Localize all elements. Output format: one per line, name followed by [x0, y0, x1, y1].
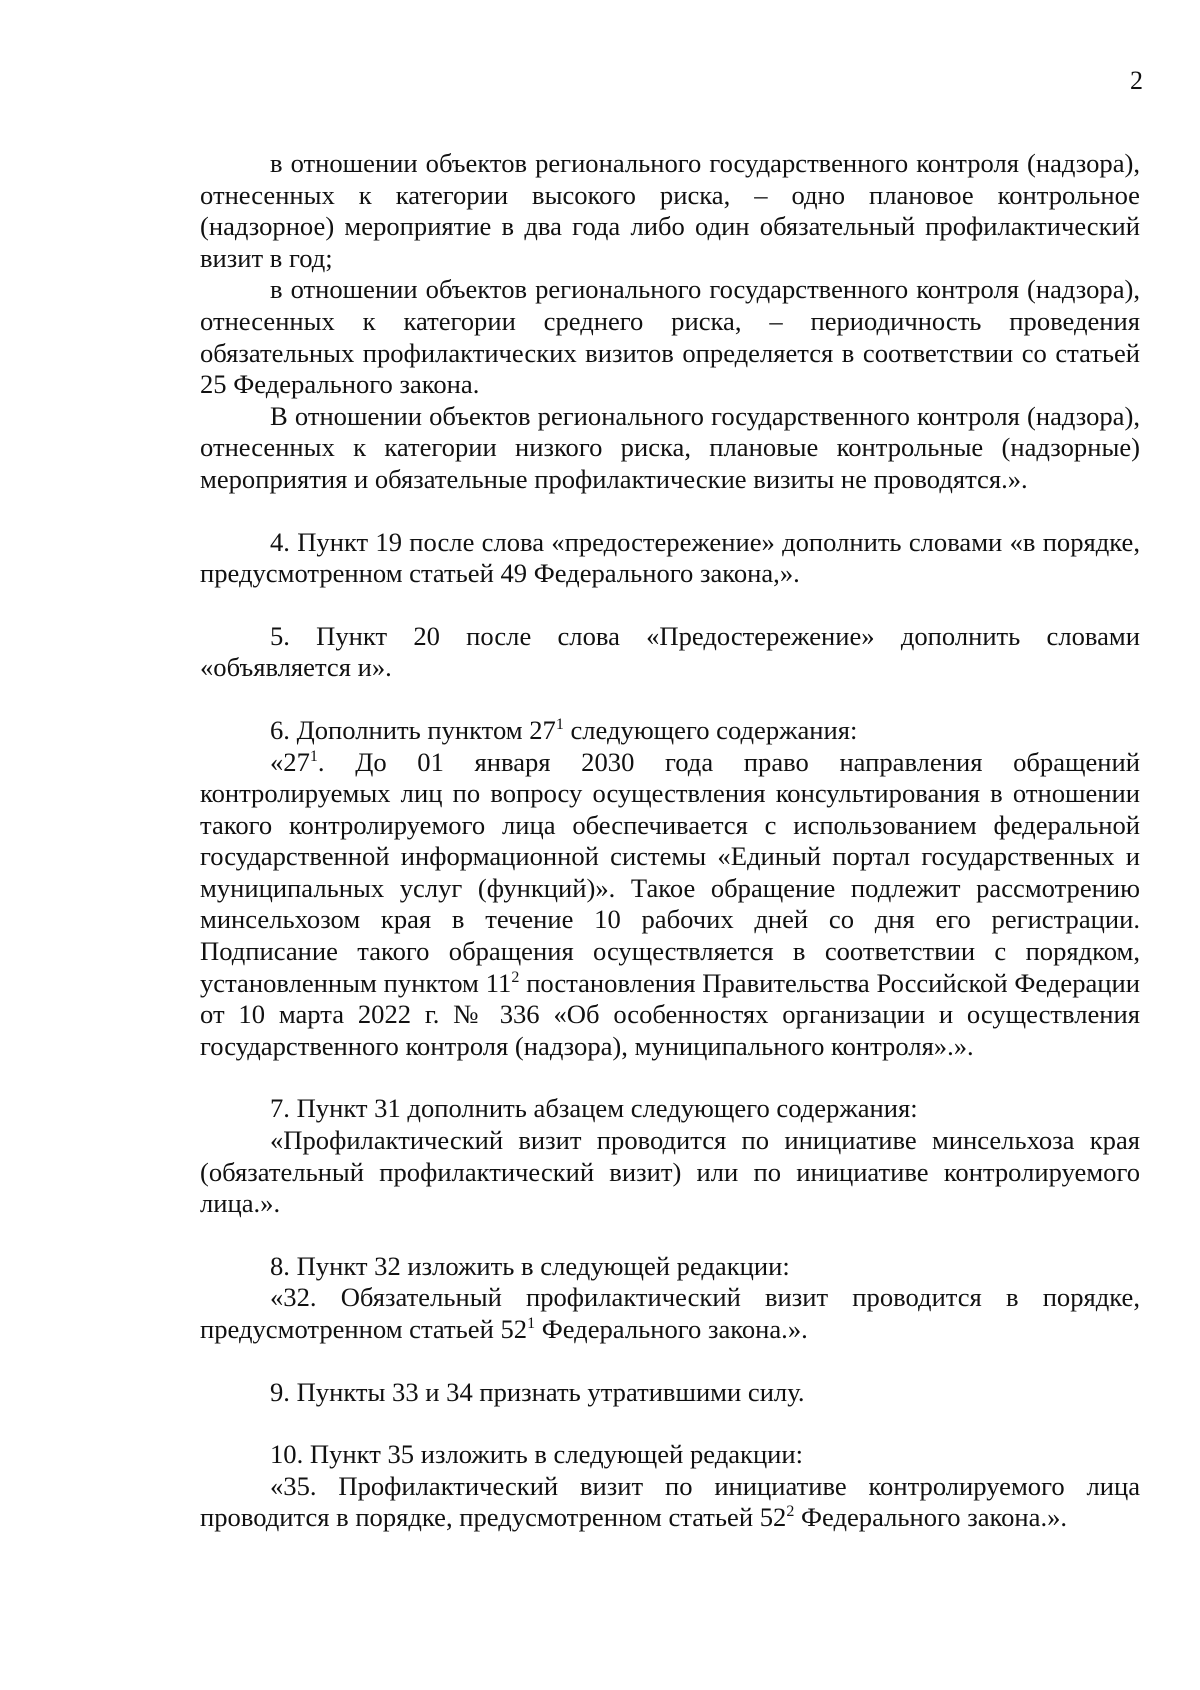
item-7: 7. Пункт 31 дополнить абзацем следующего содержания: [270, 1093, 918, 1124]
item-8-content [200, 1282, 1140, 1345]
item-6-content-text-c: постановления Правительства Российской Федерации от 10 марта 2022 г. № 336 «Об особенностях организации и осуществления государственного контроля (надзора), муниципального контроля».». [200, 967, 1140, 1061]
item-6 [200, 715, 1140, 747]
superscript: 1 [555, 715, 564, 733]
item-8: 8. Пункт 32 изложить в следующей редакции: [270, 1250, 790, 1281]
superscript: 1 [309, 747, 318, 765]
superscript: 2 [786, 1503, 795, 1521]
document-body [200, 148, 1140, 1534]
item-5: 5. Пункт 20 после слова «Предостережение» дополнить словами «объявляется и». [200, 620, 1140, 683]
item-10: 10. Пункт 35 изложить в следующей редакции: [270, 1439, 804, 1470]
item-6-content [200, 747, 1140, 1063]
item-8-content-text-a: «32. Обязательный профилактический визит проводится в порядке, предусмотренном статьей 52 [200, 1282, 1140, 1344]
item-10-content-text-a: «35. Профилактический визит по инициативе контролируемого лица проводится в порядке, предусмотренном статьей 52 [200, 1470, 1140, 1533]
item-4: 4. Пункт 19 после слова «предостережение» дополнить словами «в порядке, предусмотренном статьей 49 Федерального закона,». [200, 526, 1140, 589]
superscript: 1 [527, 1315, 536, 1332]
item-6-text-b: следующего содержания: [563, 714, 858, 745]
item-10-content [200, 1471, 1140, 1534]
superscript: 2 [511, 968, 520, 986]
page-number: 2 [1130, 66, 1143, 95]
item-6-text-a: 6. Дополнить пунктом 27 [270, 714, 556, 745]
item-9: 9. Пункты 33 и 34 признать утратившими силу. [270, 1376, 805, 1407]
item-10-content-text-b: Федерального закона.». [794, 1502, 1068, 1533]
item-7-content: «Профилактический визит проводится по инициативе минсельхоза края (обязательный профилактический визит) или по инициативе контролируемого лица.». [200, 1125, 1140, 1219]
paragraph-high-risk: в отношении объектов регионального государственного контроля (надзора), отнесенных к категории высокого риска, – одно плановое контрольное (надзорное) мероприятие в два года либо один обязательный профилактический визит в год; [200, 148, 1140, 273]
item-6-content-text-a: «27 [270, 746, 310, 777]
paragraph-low-risk: В отношении объектов регионального государственного контроля (надзора), отнесенных к категории низкого риска, плановые контрольные (надзорные) мероприятия и обязательные профилактические визиты не проводятся.». [200, 400, 1140, 494]
paragraph-medium-risk: в отношении объектов регионального государственного контроля (надзора), отнесенных к категории среднего риска, – периодичность проведения обязательных профилактических визитов определяется в соответствии со статьей 25 Федерального закона. [200, 274, 1140, 400]
item-6-content-text-b: . До 01 января 2030 года право направления обращений контролируемых лиц по вопросу осуществления консультирования в отношении такого контролируемого лица обеспечивается с использованием федеральной государственной информационной системы «Единый портал государственных и муниципальных услуг (функций)». Такое обращение подлежит рассмотрению минсельхозом края в течение 10 рабочих дней со дня его регистрации. Подписание такого обращения осуществляется в соответствии с порядком, установленным пунктом 11 [200, 746, 1140, 998]
item-8-content-text-b: Федерального закона.». [535, 1314, 808, 1344]
